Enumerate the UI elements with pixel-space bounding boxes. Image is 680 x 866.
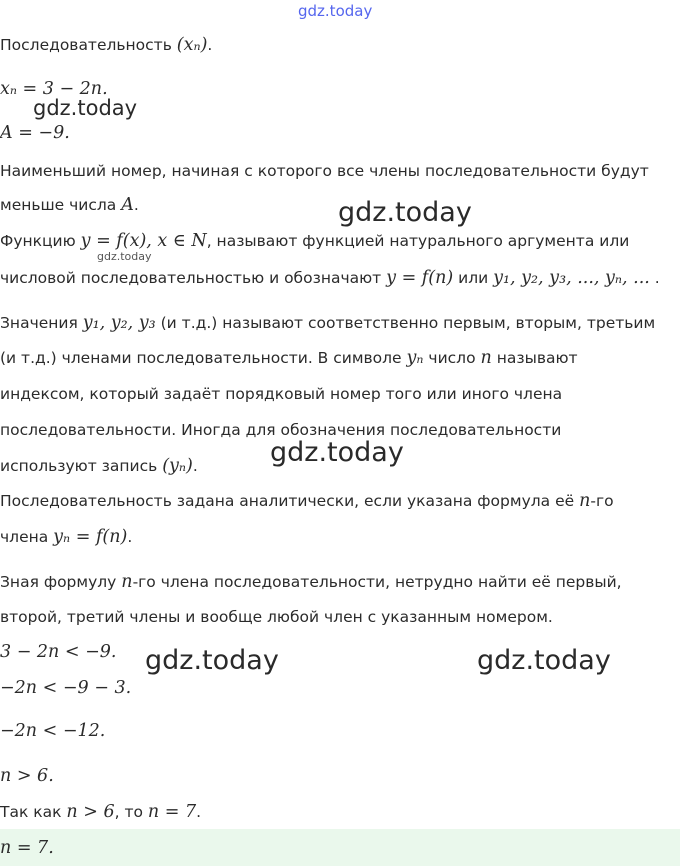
- answer-line: [0, 837, 54, 859]
- watermark-5: gdz.today: [145, 645, 279, 676]
- line-step-4: n > 6.: [0, 766, 54, 786]
- line-a-value: [0, 122, 70, 144]
- answer-highlight: [0, 829, 680, 866]
- line-analytic-2: члена yₙ = f(n).: [0, 527, 133, 547]
- line-values-4: последовательности. Иногда для обозначения последовательности: [0, 421, 562, 439]
- watermark-4: gdz.today: [270, 437, 404, 468]
- watermark-1: gdz.today: [33, 96, 138, 120]
- line-step-2: −2n < −9 − 3.: [0, 678, 132, 698]
- line-values-2: (и т.д.) членами последовательности. В символе yₙ число n называют: [0, 348, 578, 368]
- line-knowing-1: Зная формулу n-го члена последовательности, нетрудно найти её первый,: [0, 572, 622, 592]
- watermark-6: gdz.today: [477, 645, 611, 676]
- line-step-1: 3 − 2n < −9.: [0, 642, 117, 662]
- line-def-1: Функцию y = f(x), x ∈ N, называют функцией натурального аргумента или: [0, 231, 630, 251]
- line-task-2: меньше числа A.: [0, 195, 139, 215]
- line-values-3: индексом, который задаёт порядковый номер того или иного члена: [0, 385, 563, 403]
- line-analytic-1: Последовательность задана аналитически, если указана формула её n-го: [0, 491, 614, 511]
- line-values-5: используют запись (yₙ).: [0, 456, 198, 476]
- math-xn: (xₙ): [176, 35, 208, 55]
- line-task-1: Наименьший номер, начиная с которого все члены последовательности будут: [0, 162, 649, 180]
- line-sequence: Последовательность (xₙ).: [0, 35, 213, 55]
- line-values-1: Значения y₁, y₂, y₃ (и т.д.) называют соответственно первым, вторым, третьим: [0, 313, 656, 333]
- line-formula: [0, 78, 108, 100]
- line-step-3: −2n < −12.: [0, 721, 106, 741]
- watermark-2: gdz.today: [338, 197, 472, 228]
- line-conclusion: Так как n > 6, то n = 7.: [0, 802, 202, 822]
- watermark-3: gdz.today: [97, 250, 152, 263]
- line-knowing-2: второй, третий члены и вообще любой член с указанным номером.: [0, 608, 553, 626]
- math-a: A = −9.: [0, 123, 70, 143]
- line-def-2: числовой последовательностью и обозначают y = f(n) или y₁, y₂, y₃, ..., yₙ, ... .: [0, 268, 660, 288]
- math-formula: xₙ = 3 − 2n.: [0, 79, 108, 99]
- answer-math: n = 7.: [0, 838, 54, 858]
- watermark-top: gdz.today: [298, 2, 373, 20]
